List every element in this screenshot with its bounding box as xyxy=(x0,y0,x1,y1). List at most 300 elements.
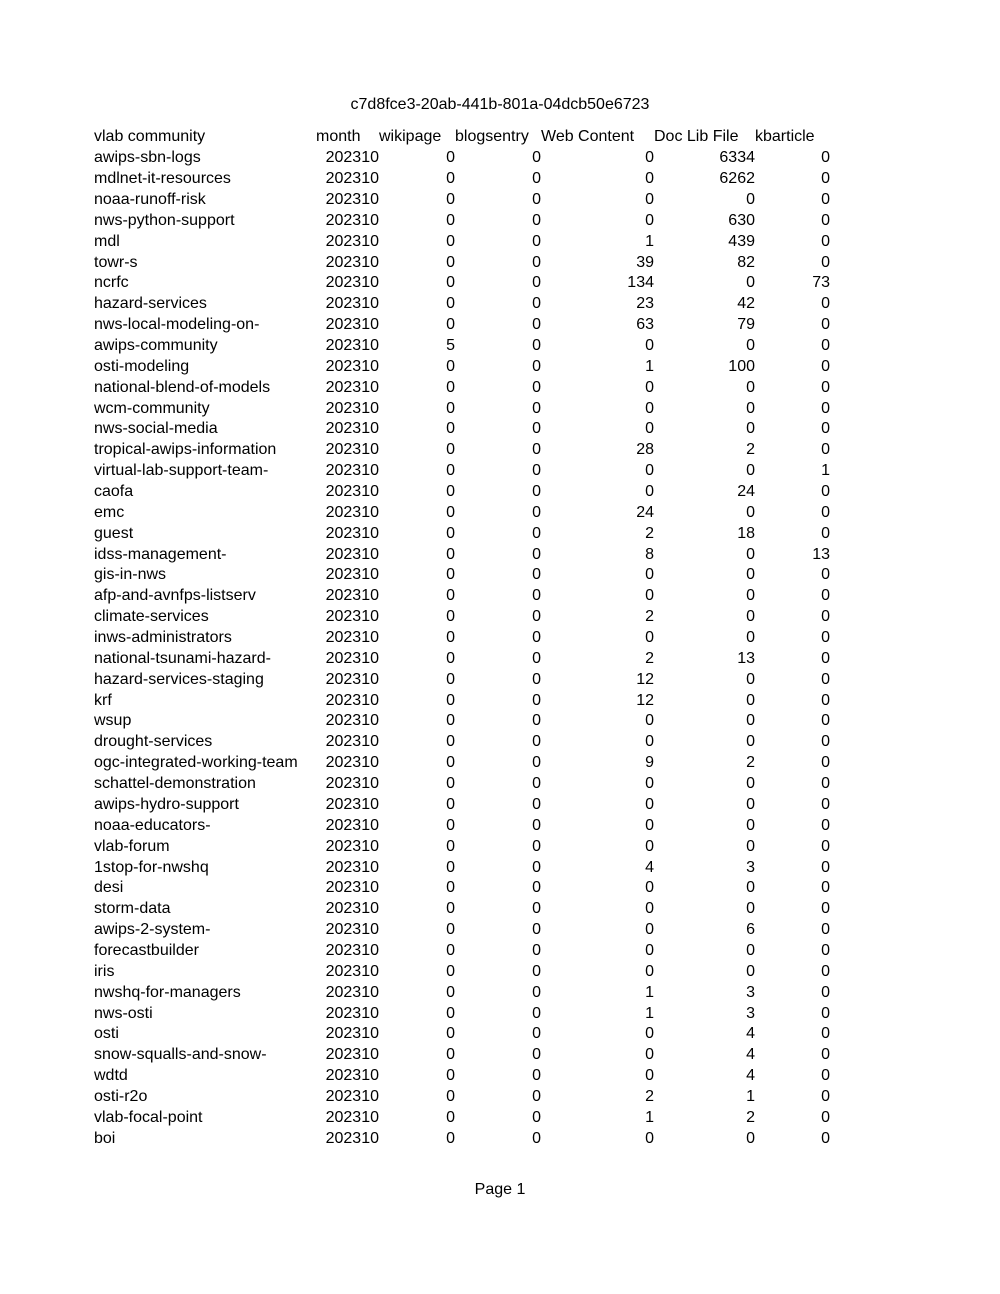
wikipage-cell: 0 xyxy=(446,1067,455,1085)
kbarticle-cell: 0 xyxy=(821,316,830,334)
community-name-cell: schattel-demonstration xyxy=(94,775,256,793)
document-title: c7d8fce3-20ab-441b-801a-04dcb50e6723 xyxy=(350,96,650,113)
wikipage-cell: 0 xyxy=(446,1129,455,1147)
blogsentry-cell: 0 xyxy=(532,941,541,959)
wikipage-cell: 0 xyxy=(446,1108,455,1126)
blogsentry-cell: 0 xyxy=(532,378,541,396)
table-row xyxy=(94,586,830,607)
web-content-cell: 0 xyxy=(645,149,654,167)
blogsentry-cell: 0 xyxy=(532,1129,541,1147)
wikipage-cell: 0 xyxy=(446,983,455,1001)
web-content-cell: 0 xyxy=(645,900,654,918)
doc-lib-file-cell: 2 xyxy=(746,754,755,772)
wikipage-cell: 0 xyxy=(446,316,455,334)
doc-lib-file-cell: 0 xyxy=(746,837,755,855)
blogsentry-cell: 0 xyxy=(532,921,541,939)
kbarticle-cell: 0 xyxy=(821,837,830,855)
doc-lib-file-cell: 0 xyxy=(746,795,755,813)
month-cell: 202310 xyxy=(325,253,379,271)
kbarticle-cell: 0 xyxy=(821,566,830,584)
doc-lib-file-cell: 0 xyxy=(746,337,755,355)
doc-lib-file-cell: 630 xyxy=(728,211,755,229)
month-cell: 202310 xyxy=(325,232,379,250)
community-name-cell: guest xyxy=(94,524,134,542)
month-cell: 202310 xyxy=(325,545,379,563)
wikipage-cell: 0 xyxy=(446,483,455,501)
table-row xyxy=(94,899,830,920)
wikipage-cell: 0 xyxy=(446,1025,455,1043)
table-row xyxy=(94,356,830,377)
wikipage-cell: 0 xyxy=(446,816,455,834)
doc-lib-file-cell: 2 xyxy=(746,441,755,459)
table-row xyxy=(94,252,830,273)
wikipage-cell: 0 xyxy=(446,670,455,688)
web-content-cell: 0 xyxy=(645,420,654,438)
community-name-cell: boi xyxy=(94,1129,116,1147)
doc-lib-file-cell: 4 xyxy=(746,1025,755,1043)
web-content-cell: 0 xyxy=(645,462,654,480)
web-content-cell: 134 xyxy=(627,274,654,292)
blogsentry-cell: 0 xyxy=(532,649,541,667)
table-row xyxy=(94,815,830,836)
table-header-row xyxy=(94,127,830,148)
wikipage-cell: 0 xyxy=(446,253,455,271)
kbarticle-cell: 0 xyxy=(821,795,830,813)
community-name-cell: nws-social-media xyxy=(94,420,218,438)
kbarticle-cell: 13 xyxy=(812,545,830,563)
month-cell: 202310 xyxy=(325,733,379,751)
table-row xyxy=(94,461,830,482)
kbarticle-cell: 0 xyxy=(821,900,830,918)
kbarticle-cell: 0 xyxy=(821,670,830,688)
table-row xyxy=(94,419,830,440)
web-content-cell: 0 xyxy=(645,211,654,229)
doc-lib-file-cell: 0 xyxy=(746,962,755,980)
wikipage-cell: 0 xyxy=(446,921,455,939)
wikipage-cell: 0 xyxy=(446,170,455,188)
community-name-cell: osti-r2o xyxy=(94,1087,148,1105)
web-content-cell: 1 xyxy=(645,232,654,250)
community-name-cell: ogc-integrated-working-team xyxy=(94,754,298,772)
web-content-cell: 0 xyxy=(645,733,654,751)
kbarticle-cell: 0 xyxy=(821,1129,830,1147)
month-cell: 202310 xyxy=(325,629,379,647)
wikipage-cell: 0 xyxy=(446,795,455,813)
blogsentry-cell: 0 xyxy=(532,566,541,584)
doc-lib-file-cell: 0 xyxy=(746,274,755,292)
wikipage-cell: 0 xyxy=(446,295,455,313)
doc-lib-file-cell: 18 xyxy=(737,524,755,542)
table-row xyxy=(94,711,830,732)
community-name-cell: national-tsunami-hazard- xyxy=(94,649,271,667)
month-cell: 202310 xyxy=(325,816,379,834)
blogsentry-cell: 0 xyxy=(532,858,541,876)
community-name-cell: iris xyxy=(94,962,115,980)
month-cell: 202310 xyxy=(325,587,379,605)
table-row xyxy=(94,961,830,982)
column-header-blogsentry: blogsentry xyxy=(455,128,529,146)
column-header-web-content: Web Content xyxy=(541,128,635,146)
community-name-cell: awips-sbn-logs xyxy=(94,149,201,167)
usage-table xyxy=(94,127,830,1149)
column-header-wikipage: wikipage xyxy=(379,128,442,146)
blogsentry-cell: 0 xyxy=(532,545,541,563)
blogsentry-cell: 0 xyxy=(532,357,541,375)
kbarticle-cell: 0 xyxy=(821,712,830,730)
table-row xyxy=(94,920,830,941)
web-content-cell: 39 xyxy=(636,253,654,271)
table-row xyxy=(94,628,830,649)
kbarticle-cell: 0 xyxy=(821,483,830,501)
wikipage-cell: 0 xyxy=(446,357,455,375)
kbarticle-cell: 0 xyxy=(821,149,830,167)
column-header-month: month xyxy=(316,128,361,146)
blogsentry-cell: 0 xyxy=(532,900,541,918)
community-name-cell: nws-local-modeling-on- xyxy=(94,316,260,334)
month-cell: 202310 xyxy=(325,441,379,459)
kbarticle-cell: 0 xyxy=(821,441,830,459)
table-row xyxy=(94,565,830,586)
table-row xyxy=(94,1066,830,1087)
table-row xyxy=(94,607,830,628)
web-content-cell: 0 xyxy=(645,629,654,647)
kbarticle-cell: 0 xyxy=(821,399,830,417)
doc-lib-file-cell: 3 xyxy=(746,983,755,1001)
doc-lib-file-cell: 0 xyxy=(746,691,755,709)
wikipage-cell: 0 xyxy=(446,566,455,584)
table-row xyxy=(94,857,830,878)
kbarticle-cell: 0 xyxy=(821,211,830,229)
web-content-cell: 0 xyxy=(645,712,654,730)
month-cell: 202310 xyxy=(325,921,379,939)
blogsentry-cell: 0 xyxy=(532,399,541,417)
wikipage-cell: 0 xyxy=(446,649,455,667)
doc-lib-file-cell: 0 xyxy=(746,191,755,208)
blogsentry-cell: 0 xyxy=(532,962,541,980)
month-cell: 202310 xyxy=(325,983,379,1001)
blogsentry-cell: 0 xyxy=(532,608,541,626)
table-row xyxy=(94,941,830,962)
doc-lib-file-cell: 0 xyxy=(746,816,755,834)
month-cell: 202310 xyxy=(325,775,379,793)
kbarticle-cell: 0 xyxy=(821,691,830,709)
blogsentry-cell: 0 xyxy=(532,149,541,167)
community-name-cell: idss-management- xyxy=(94,545,227,563)
kbarticle-cell: 0 xyxy=(821,775,830,793)
doc-lib-file-cell: 24 xyxy=(737,483,755,501)
kbarticle-cell: 0 xyxy=(821,1046,830,1064)
month-cell: 202310 xyxy=(325,1004,379,1022)
table-row xyxy=(94,753,830,774)
community-name-cell: osti-modeling xyxy=(94,357,190,375)
web-content-cell: 0 xyxy=(645,1025,654,1043)
blogsentry-cell: 0 xyxy=(532,733,541,751)
table-row xyxy=(94,273,830,294)
community-name-cell: wcm-community xyxy=(94,399,210,417)
month-cell: 202310 xyxy=(325,795,379,813)
table-row xyxy=(94,690,830,711)
web-content-cell: 2 xyxy=(645,649,654,667)
wikipage-cell: 0 xyxy=(446,733,455,751)
community-name-cell: hazard-services xyxy=(94,295,207,313)
web-content-cell: 0 xyxy=(645,879,654,897)
kbarticle-cell: 0 xyxy=(821,253,830,271)
doc-lib-file-cell: 6334 xyxy=(719,149,755,167)
doc-lib-file-cell: 0 xyxy=(746,462,755,480)
kbarticle-cell: 0 xyxy=(821,816,830,834)
blogsentry-cell: 0 xyxy=(532,524,541,542)
wikipage-cell: 0 xyxy=(446,524,455,542)
table-row xyxy=(94,1003,830,1024)
month-cell: 202310 xyxy=(325,170,379,188)
blogsentry-cell: 0 xyxy=(532,441,541,459)
wikipage-cell: 5 xyxy=(446,337,455,355)
kbarticle-cell: 0 xyxy=(821,921,830,939)
web-content-cell: 0 xyxy=(645,1046,654,1064)
blogsentry-cell: 0 xyxy=(532,232,541,250)
doc-lib-file-cell: 79 xyxy=(737,316,755,334)
doc-lib-file-cell: 6 xyxy=(746,921,755,939)
kbarticle-cell: 0 xyxy=(821,649,830,667)
kbarticle-cell: 0 xyxy=(821,420,830,438)
kbarticle-cell: 0 xyxy=(821,503,830,521)
blogsentry-cell: 0 xyxy=(532,503,541,521)
doc-lib-file-cell: 3 xyxy=(746,858,755,876)
wikipage-cell: 0 xyxy=(446,232,455,250)
doc-lib-file-cell: 0 xyxy=(746,712,755,730)
table-row xyxy=(94,294,830,315)
kbarticle-cell: 0 xyxy=(821,858,830,876)
month-cell: 202310 xyxy=(325,274,379,292)
community-name-cell: mdlnet-it-resources xyxy=(94,170,231,188)
web-content-cell: 0 xyxy=(645,962,654,980)
wikipage-cell: 0 xyxy=(446,712,455,730)
kbarticle-cell: 0 xyxy=(821,941,830,959)
wikipage-cell: 0 xyxy=(446,837,455,855)
wikipage-cell: 0 xyxy=(446,149,455,167)
month-cell: 202310 xyxy=(325,649,379,667)
web-content-cell: 1 xyxy=(645,357,654,375)
month-cell: 202310 xyxy=(325,566,379,584)
month-cell: 202310 xyxy=(325,399,379,417)
web-content-cell: 1 xyxy=(645,1108,654,1126)
month-cell: 202310 xyxy=(325,462,379,480)
community-name-cell: awips-2-system- xyxy=(94,921,211,939)
blogsentry-cell: 0 xyxy=(532,1067,541,1085)
table-row xyxy=(94,398,830,419)
web-content-cell: 0 xyxy=(645,816,654,834)
doc-lib-file-cell: 82 xyxy=(737,253,755,271)
blogsentry-cell: 0 xyxy=(532,816,541,834)
kbarticle-cell: 0 xyxy=(821,1108,830,1126)
web-content-cell: 28 xyxy=(636,441,654,459)
web-content-cell: 0 xyxy=(645,921,654,939)
kbarticle-cell: 0 xyxy=(821,962,830,980)
web-content-cell: 0 xyxy=(645,1129,654,1147)
wikipage-cell: 0 xyxy=(446,545,455,563)
doc-lib-file-cell: 0 xyxy=(746,900,755,918)
kbarticle-cell: 73 xyxy=(812,274,830,292)
month-cell: 202310 xyxy=(325,316,379,334)
doc-lib-file-cell: 0 xyxy=(746,775,755,793)
doc-lib-file-cell: 0 xyxy=(746,1129,755,1147)
column-header-kbarticle: kbarticle xyxy=(755,128,815,146)
wikipage-cell: 0 xyxy=(446,420,455,438)
community-name-cell: ncrfc xyxy=(94,274,129,292)
table-row xyxy=(94,878,830,899)
community-name-cell: 1stop-for-nwshq xyxy=(94,858,209,876)
blogsentry-cell: 0 xyxy=(532,587,541,605)
table-row xyxy=(94,482,830,503)
kbarticle-cell: 0 xyxy=(821,295,830,313)
doc-lib-file-cell: 3 xyxy=(746,1004,755,1022)
web-content-cell: 1 xyxy=(645,983,654,1001)
doc-lib-file-cell: 0 xyxy=(746,879,755,897)
community-name-cell: vlab-focal-point xyxy=(94,1108,203,1126)
wikipage-cell: 0 xyxy=(446,211,455,229)
month-cell: 202310 xyxy=(325,941,379,959)
web-content-cell: 0 xyxy=(645,483,654,501)
doc-lib-file-cell: 0 xyxy=(746,545,755,563)
table-row xyxy=(94,210,830,231)
doc-lib-file-cell: 0 xyxy=(746,399,755,417)
kbarticle-cell: 0 xyxy=(821,754,830,772)
kbarticle-cell: 0 xyxy=(821,191,830,208)
month-cell: 202310 xyxy=(325,378,379,396)
doc-lib-file-cell: 0 xyxy=(746,941,755,959)
wikipage-cell: 0 xyxy=(446,462,455,480)
month-cell: 202310 xyxy=(325,295,379,313)
month-cell: 202310 xyxy=(325,337,379,355)
community-name-cell: climate-services xyxy=(94,608,209,626)
web-content-cell: 0 xyxy=(645,587,654,605)
web-content-cell: 0 xyxy=(645,566,654,584)
table-row xyxy=(94,336,830,357)
month-cell: 202310 xyxy=(325,524,379,542)
table-row xyxy=(94,440,830,461)
month-cell: 202310 xyxy=(325,1087,379,1105)
blogsentry-cell: 0 xyxy=(532,1004,541,1022)
table-row xyxy=(94,502,830,523)
kbarticle-cell: 0 xyxy=(821,733,830,751)
table-row xyxy=(94,732,830,753)
wikipage-cell: 0 xyxy=(446,629,455,647)
community-name-cell: wdtd xyxy=(94,1067,128,1085)
wikipage-cell: 0 xyxy=(446,191,455,208)
community-name-cell: virtual-lab-support-team- xyxy=(94,462,269,480)
month-cell: 202310 xyxy=(325,754,379,772)
community-name-cell: forecastbuilder xyxy=(94,941,199,959)
table-row xyxy=(94,231,830,252)
community-name-cell: awips-hydro-support xyxy=(94,795,239,813)
web-content-cell: 63 xyxy=(636,316,654,334)
month-cell: 202310 xyxy=(325,962,379,980)
wikipage-cell: 0 xyxy=(446,941,455,959)
wikipage-cell: 0 xyxy=(446,858,455,876)
community-name-cell: inws-administrators xyxy=(94,629,232,647)
web-content-cell: 23 xyxy=(636,295,654,313)
month-cell: 202310 xyxy=(325,837,379,855)
page-number: Page 1 xyxy=(474,1181,526,1198)
web-content-cell: 8 xyxy=(645,545,654,563)
doc-lib-file-cell: 13 xyxy=(737,649,755,667)
web-content-cell: 0 xyxy=(645,399,654,417)
table-row xyxy=(94,1045,830,1066)
table-row xyxy=(94,1107,830,1128)
kbarticle-cell: 0 xyxy=(821,587,830,605)
blogsentry-cell: 0 xyxy=(532,879,541,897)
table-row xyxy=(94,148,830,169)
blogsentry-cell: 0 xyxy=(532,1108,541,1126)
blogsentry-cell: 0 xyxy=(532,420,541,438)
web-content-cell: 0 xyxy=(645,941,654,959)
month-cell: 202310 xyxy=(325,503,379,521)
month-cell: 202310 xyxy=(325,1046,379,1064)
doc-lib-file-cell: 4 xyxy=(746,1046,755,1064)
community-name-cell: osti xyxy=(94,1025,119,1043)
community-name-cell: mdl xyxy=(94,232,120,250)
blogsentry-cell: 0 xyxy=(532,462,541,480)
blogsentry-cell: 0 xyxy=(532,274,541,292)
month-cell: 202310 xyxy=(325,879,379,897)
web-content-cell: 12 xyxy=(636,670,654,688)
column-header-vlab-community: vlab community xyxy=(94,128,206,146)
community-name-cell: vlab-forum xyxy=(94,837,170,855)
community-name-cell: snow-squalls-and-snow- xyxy=(94,1046,267,1064)
web-content-cell: 2 xyxy=(645,524,654,542)
web-content-cell: 9 xyxy=(645,754,654,772)
month-cell: 202310 xyxy=(325,1108,379,1126)
web-content-cell: 0 xyxy=(645,1067,654,1085)
blogsentry-cell: 0 xyxy=(532,1046,541,1064)
web-content-cell: 0 xyxy=(645,191,654,208)
month-cell: 202310 xyxy=(325,420,379,438)
community-name-cell: emc xyxy=(94,503,125,521)
month-cell: 202310 xyxy=(325,608,379,626)
doc-lib-file-cell: 0 xyxy=(746,608,755,626)
blogsentry-cell: 0 xyxy=(532,253,541,271)
community-name-cell: drought-services xyxy=(94,733,213,751)
table-row xyxy=(94,774,830,795)
blogsentry-cell: 0 xyxy=(532,337,541,355)
blogsentry-cell: 0 xyxy=(532,483,541,501)
kbarticle-cell: 0 xyxy=(821,337,830,355)
blogsentry-cell: 0 xyxy=(532,629,541,647)
wikipage-cell: 0 xyxy=(446,879,455,897)
blogsentry-cell: 0 xyxy=(532,754,541,772)
doc-lib-file-cell: 0 xyxy=(746,420,755,438)
table-row xyxy=(94,1024,830,1045)
web-content-cell: 0 xyxy=(645,775,654,793)
doc-lib-file-cell: 0 xyxy=(746,566,755,584)
wikipage-cell: 0 xyxy=(446,378,455,396)
month-cell: 202310 xyxy=(325,670,379,688)
kbarticle-cell: 0 xyxy=(821,1067,830,1085)
blogsentry-cell: 0 xyxy=(532,775,541,793)
blogsentry-cell: 0 xyxy=(532,191,541,208)
blogsentry-cell: 0 xyxy=(532,1087,541,1105)
table-row xyxy=(94,377,830,398)
blogsentry-cell: 0 xyxy=(532,983,541,1001)
table-row xyxy=(94,169,830,190)
blogsentry-cell: 0 xyxy=(532,170,541,188)
doc-lib-file-cell: 6262 xyxy=(719,170,755,188)
community-name-cell: wsup xyxy=(94,712,132,730)
kbarticle-cell: 0 xyxy=(821,879,830,897)
community-name-cell: krf xyxy=(94,691,112,709)
month-cell: 202310 xyxy=(325,211,379,229)
community-name-cell: noaa-runoff-risk xyxy=(94,191,206,208)
